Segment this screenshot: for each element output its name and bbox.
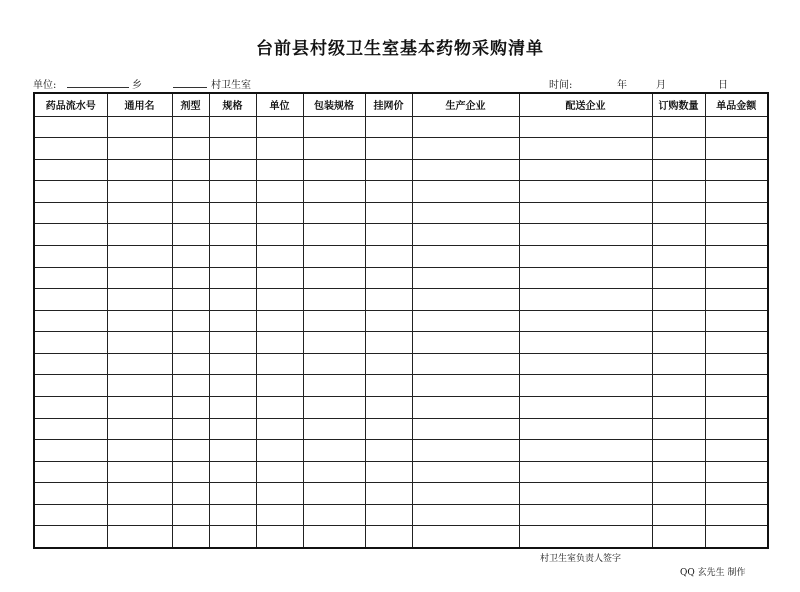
- time-label: 时间:: [549, 80, 573, 91]
- table-cell[interactable]: [519, 504, 652, 526]
- column-header: 单品金额: [705, 93, 768, 116]
- table-cell[interactable]: [107, 289, 172, 311]
- table-cell[interactable]: [172, 418, 209, 440]
- table-cell[interactable]: [705, 397, 768, 419]
- table-cell[interactable]: [303, 289, 365, 311]
- table-cell[interactable]: [172, 375, 209, 397]
- table-cell[interactable]: [519, 202, 652, 224]
- table-cell[interactable]: [209, 224, 256, 246]
- table-cell[interactable]: [519, 461, 652, 483]
- table-cell[interactable]: [34, 202, 107, 224]
- table-cell[interactable]: [652, 526, 705, 548]
- table-cell[interactable]: [209, 181, 256, 203]
- table-cell[interactable]: [303, 138, 365, 160]
- table-cell[interactable]: [652, 159, 705, 181]
- table-row: [34, 289, 768, 311]
- township-blank[interactable]: [67, 87, 129, 88]
- column-header: 生产企业: [412, 93, 519, 116]
- table-cell[interactable]: [365, 483, 412, 505]
- table-cell[interactable]: [705, 116, 768, 138]
- column-header: 通用名: [107, 93, 172, 116]
- table-cell[interactable]: [652, 245, 705, 267]
- table-cell[interactable]: [365, 159, 412, 181]
- township-suffix: 乡: [132, 80, 142, 91]
- procurement-table: [33, 92, 769, 549]
- table-row: [34, 461, 768, 483]
- table-cell[interactable]: [209, 116, 256, 138]
- table-cell[interactable]: [365, 289, 412, 311]
- table-cell[interactable]: [107, 397, 172, 419]
- table-cell[interactable]: [34, 224, 107, 246]
- table-cell[interactable]: [209, 138, 256, 160]
- table-cell[interactable]: [412, 138, 519, 160]
- table-cell[interactable]: [365, 332, 412, 354]
- table-cell[interactable]: [412, 461, 519, 483]
- table-cell[interactable]: [412, 116, 519, 138]
- table-cell[interactable]: [705, 245, 768, 267]
- table-cell[interactable]: [256, 504, 303, 526]
- column-header: 药品流水号: [34, 93, 107, 116]
- table-cell[interactable]: [652, 440, 705, 462]
- table-cell[interactable]: [303, 202, 365, 224]
- table-cell[interactable]: [519, 526, 652, 548]
- table-cell[interactable]: [519, 267, 652, 289]
- table-cell[interactable]: [172, 353, 209, 375]
- table-cell[interactable]: [365, 116, 412, 138]
- table-cell[interactable]: [705, 440, 768, 462]
- table-cell[interactable]: [705, 267, 768, 289]
- table-cell[interactable]: [256, 289, 303, 311]
- table-cell[interactable]: [172, 245, 209, 267]
- table-cell[interactable]: [412, 397, 519, 419]
- table-cell[interactable]: [652, 397, 705, 419]
- table-cell[interactable]: [365, 375, 412, 397]
- table-cell[interactable]: [652, 353, 705, 375]
- table-cell[interactable]: [256, 181, 303, 203]
- table-cell[interactable]: [256, 332, 303, 354]
- table-cell[interactable]: [303, 181, 365, 203]
- table-cell[interactable]: [34, 526, 107, 548]
- table-cell[interactable]: [107, 310, 172, 332]
- table-cell[interactable]: [652, 267, 705, 289]
- table-cell[interactable]: [209, 202, 256, 224]
- table-cell[interactable]: [412, 267, 519, 289]
- table-cell[interactable]: [256, 353, 303, 375]
- table-cell[interactable]: [705, 418, 768, 440]
- table-header-row: [34, 93, 768, 116]
- table-row: [34, 440, 768, 462]
- table-row: [34, 483, 768, 505]
- table-cell[interactable]: [256, 245, 303, 267]
- table-cell[interactable]: [519, 181, 652, 203]
- table-cell[interactable]: [365, 245, 412, 267]
- table-cell[interactable]: [705, 310, 768, 332]
- column-header: 挂网价: [365, 93, 412, 116]
- column-header: 剂型: [172, 93, 209, 116]
- table-row: [34, 526, 768, 548]
- table-cell[interactable]: [172, 483, 209, 505]
- month-label: 月: [656, 80, 666, 91]
- table-cell[interactable]: [519, 418, 652, 440]
- table-cell[interactable]: [34, 267, 107, 289]
- table-cell[interactable]: [256, 202, 303, 224]
- table-cell[interactable]: [365, 397, 412, 419]
- table-cell[interactable]: [34, 418, 107, 440]
- table-cell[interactable]: [172, 159, 209, 181]
- table-cell[interactable]: [519, 397, 652, 419]
- table-cell[interactable]: [34, 289, 107, 311]
- table-cell[interactable]: [209, 267, 256, 289]
- table-cell[interactable]: [34, 116, 107, 138]
- table-cell[interactable]: [412, 440, 519, 462]
- table-cell[interactable]: [412, 483, 519, 505]
- table-cell[interactable]: [34, 159, 107, 181]
- page-title: 台前县村级卫生室基本药物采购清单: [256, 39, 544, 59]
- table-cell[interactable]: [107, 440, 172, 462]
- table-cell[interactable]: [303, 224, 365, 246]
- table-cell[interactable]: [365, 461, 412, 483]
- table-cell[interactable]: [209, 245, 256, 267]
- table-cell[interactable]: [209, 397, 256, 419]
- unit-label: 单位:: [33, 80, 57, 91]
- table-cell[interactable]: [209, 440, 256, 462]
- table-cell[interactable]: [256, 440, 303, 462]
- table-cell[interactable]: [172, 181, 209, 203]
- table-row: [34, 202, 768, 224]
- table-row: [34, 353, 768, 375]
- table-cell[interactable]: [519, 353, 652, 375]
- table-row: [34, 116, 768, 138]
- table-cell[interactable]: [303, 483, 365, 505]
- table-cell[interactable]: [652, 504, 705, 526]
- column-header: 订购数量: [652, 93, 705, 116]
- table-cell[interactable]: [107, 504, 172, 526]
- table-cell[interactable]: [652, 138, 705, 160]
- table-cell[interactable]: [412, 310, 519, 332]
- table-cell[interactable]: [172, 397, 209, 419]
- table-cell[interactable]: [519, 289, 652, 311]
- table-cell[interactable]: [34, 332, 107, 354]
- table-cell[interactable]: [652, 332, 705, 354]
- table-cell[interactable]: [256, 483, 303, 505]
- table-cell[interactable]: [107, 483, 172, 505]
- table-cell[interactable]: [412, 332, 519, 354]
- table-cell[interactable]: [34, 245, 107, 267]
- table-cell[interactable]: [256, 224, 303, 246]
- table-row: [34, 375, 768, 397]
- table-cell[interactable]: [705, 159, 768, 181]
- table-cell[interactable]: [172, 116, 209, 138]
- table-row: [34, 245, 768, 267]
- table-cell[interactable]: [652, 461, 705, 483]
- table-cell[interactable]: [705, 224, 768, 246]
- table-cell[interactable]: [412, 375, 519, 397]
- table-cell[interactable]: [519, 440, 652, 462]
- table-cell[interactable]: [705, 526, 768, 548]
- table-cell[interactable]: [412, 245, 519, 267]
- table-cell[interactable]: [172, 526, 209, 548]
- table-cell[interactable]: [303, 440, 365, 462]
- table-cell[interactable]: [652, 181, 705, 203]
- table-cell[interactable]: [107, 159, 172, 181]
- table-cell[interactable]: [256, 159, 303, 181]
- table-cell[interactable]: [256, 375, 303, 397]
- table-cell[interactable]: [34, 440, 107, 462]
- table-cell[interactable]: [256, 116, 303, 138]
- table-cell[interactable]: [256, 310, 303, 332]
- table-cell[interactable]: [172, 289, 209, 311]
- table-cell[interactable]: [107, 267, 172, 289]
- table-cell[interactable]: [365, 353, 412, 375]
- table-row: [34, 504, 768, 526]
- table-cell[interactable]: [303, 116, 365, 138]
- table-cell[interactable]: [365, 526, 412, 548]
- table-cell[interactable]: [107, 461, 172, 483]
- table-cell[interactable]: [209, 353, 256, 375]
- table-cell[interactable]: [107, 224, 172, 246]
- table-cell[interactable]: [652, 116, 705, 138]
- table-cell[interactable]: [412, 504, 519, 526]
- table-cell[interactable]: [107, 181, 172, 203]
- table-cell[interactable]: [209, 375, 256, 397]
- table-cell[interactable]: [34, 483, 107, 505]
- table-cell[interactable]: [172, 138, 209, 160]
- table-cell[interactable]: [209, 289, 256, 311]
- table-cell[interactable]: [652, 202, 705, 224]
- table-cell[interactable]: [107, 375, 172, 397]
- table-row: [34, 138, 768, 160]
- table-cell[interactable]: [365, 202, 412, 224]
- table-row: [34, 267, 768, 289]
- clinic-blank[interactable]: [173, 87, 207, 88]
- table-cell[interactable]: [107, 526, 172, 548]
- table-cell[interactable]: [303, 418, 365, 440]
- table-cell[interactable]: [519, 116, 652, 138]
- table-cell[interactable]: [303, 504, 365, 526]
- table-cell[interactable]: [172, 440, 209, 462]
- table-cell[interactable]: [705, 202, 768, 224]
- table-cell[interactable]: [34, 504, 107, 526]
- table-cell[interactable]: [303, 245, 365, 267]
- table-row: [34, 159, 768, 181]
- table-cell[interactable]: [303, 397, 365, 419]
- table-row: [34, 181, 768, 203]
- table-cell[interactable]: [256, 418, 303, 440]
- table-cell[interactable]: [172, 461, 209, 483]
- table-cell[interactable]: [209, 526, 256, 548]
- table-cell[interactable]: [365, 138, 412, 160]
- table-cell[interactable]: [303, 310, 365, 332]
- credit-text: QQ 玄先生 制作: [680, 568, 746, 578]
- table-cell[interactable]: [34, 397, 107, 419]
- table-cell[interactable]: [172, 332, 209, 354]
- table-cell[interactable]: [519, 310, 652, 332]
- table-cell[interactable]: [303, 159, 365, 181]
- table-cell[interactable]: [365, 267, 412, 289]
- table-cell[interactable]: [34, 353, 107, 375]
- table-row: [34, 332, 768, 354]
- table-cell[interactable]: [652, 483, 705, 505]
- table-cell[interactable]: [412, 353, 519, 375]
- table-cell[interactable]: [172, 310, 209, 332]
- column-header: 单位: [256, 93, 303, 116]
- table-cell[interactable]: [34, 461, 107, 483]
- table-cell[interactable]: [256, 267, 303, 289]
- table-cell[interactable]: [209, 504, 256, 526]
- table-cell[interactable]: [107, 245, 172, 267]
- table-cell[interactable]: [412, 289, 519, 311]
- table-cell[interactable]: [652, 418, 705, 440]
- table-cell[interactable]: [705, 181, 768, 203]
- table-cell[interactable]: [209, 483, 256, 505]
- table-cell[interactable]: [34, 138, 107, 160]
- table-cell[interactable]: [107, 418, 172, 440]
- column-header: 配送企业: [519, 93, 652, 116]
- table-cell[interactable]: [705, 332, 768, 354]
- table-cell[interactable]: [303, 332, 365, 354]
- table-cell[interactable]: [705, 353, 768, 375]
- table-cell[interactable]: [172, 224, 209, 246]
- table-cell[interactable]: [412, 526, 519, 548]
- table-cell[interactable]: [519, 159, 652, 181]
- table-cell[interactable]: [519, 332, 652, 354]
- table-cell[interactable]: [519, 245, 652, 267]
- table-cell[interactable]: [256, 461, 303, 483]
- table-cell[interactable]: [107, 202, 172, 224]
- table-cell[interactable]: [705, 375, 768, 397]
- table-cell[interactable]: [705, 461, 768, 483]
- table-cell[interactable]: [365, 504, 412, 526]
- table-cell[interactable]: [412, 181, 519, 203]
- table-cell[interactable]: [256, 138, 303, 160]
- table-cell[interactable]: [365, 440, 412, 462]
- table-cell[interactable]: [652, 289, 705, 311]
- table-cell[interactable]: [519, 375, 652, 397]
- table-cell[interactable]: [365, 418, 412, 440]
- table-cell[interactable]: [34, 375, 107, 397]
- table-cell[interactable]: [705, 289, 768, 311]
- table-cell[interactable]: [519, 483, 652, 505]
- table-cell[interactable]: [303, 375, 365, 397]
- table-cell[interactable]: [256, 397, 303, 419]
- table-cell[interactable]: [107, 138, 172, 160]
- table-cell[interactable]: [652, 224, 705, 246]
- table-cell[interactable]: [303, 267, 365, 289]
- table-cell[interactable]: [412, 418, 519, 440]
- table-row: [34, 224, 768, 246]
- table-cell[interactable]: [34, 310, 107, 332]
- table-cell[interactable]: [209, 332, 256, 354]
- table-cell[interactable]: [652, 310, 705, 332]
- table-cell[interactable]: [256, 526, 303, 548]
- table-cell[interactable]: [365, 224, 412, 246]
- table-cell[interactable]: [107, 116, 172, 138]
- signature-label: 村卫生室负责人签字: [540, 554, 622, 564]
- table-cell[interactable]: [705, 504, 768, 526]
- table-row: [34, 397, 768, 419]
- table-cell[interactable]: [519, 138, 652, 160]
- table-cell[interactable]: [303, 461, 365, 483]
- column-header: 规格: [209, 93, 256, 116]
- table-cell[interactable]: [705, 483, 768, 505]
- table-cell[interactable]: [209, 159, 256, 181]
- day-label: 日: [718, 80, 728, 91]
- table-cell[interactable]: [652, 375, 705, 397]
- table-row: [34, 310, 768, 332]
- table-cell[interactable]: [365, 310, 412, 332]
- clinic-suffix: 村卫生室: [211, 80, 251, 91]
- table-cell[interactable]: [412, 159, 519, 181]
- table-cell[interactable]: [209, 418, 256, 440]
- table-cell[interactable]: [705, 138, 768, 160]
- table-cell[interactable]: [209, 461, 256, 483]
- table-cell[interactable]: [172, 504, 209, 526]
- table-cell[interactable]: [365, 181, 412, 203]
- column-header: 包装规格: [303, 93, 365, 116]
- table-cell[interactable]: [303, 353, 365, 375]
- year-label: 年: [617, 80, 627, 91]
- table-cell[interactable]: [172, 202, 209, 224]
- table-cell[interactable]: [209, 310, 256, 332]
- table-cell[interactable]: [519, 224, 652, 246]
- table-cell[interactable]: [107, 353, 172, 375]
- table-cell[interactable]: [107, 332, 172, 354]
- table-cell[interactable]: [412, 224, 519, 246]
- table-cell[interactable]: [172, 267, 209, 289]
- table-cell[interactable]: [34, 181, 107, 203]
- table-row: [34, 418, 768, 440]
- table-cell[interactable]: [303, 526, 365, 548]
- table-cell[interactable]: [412, 202, 519, 224]
